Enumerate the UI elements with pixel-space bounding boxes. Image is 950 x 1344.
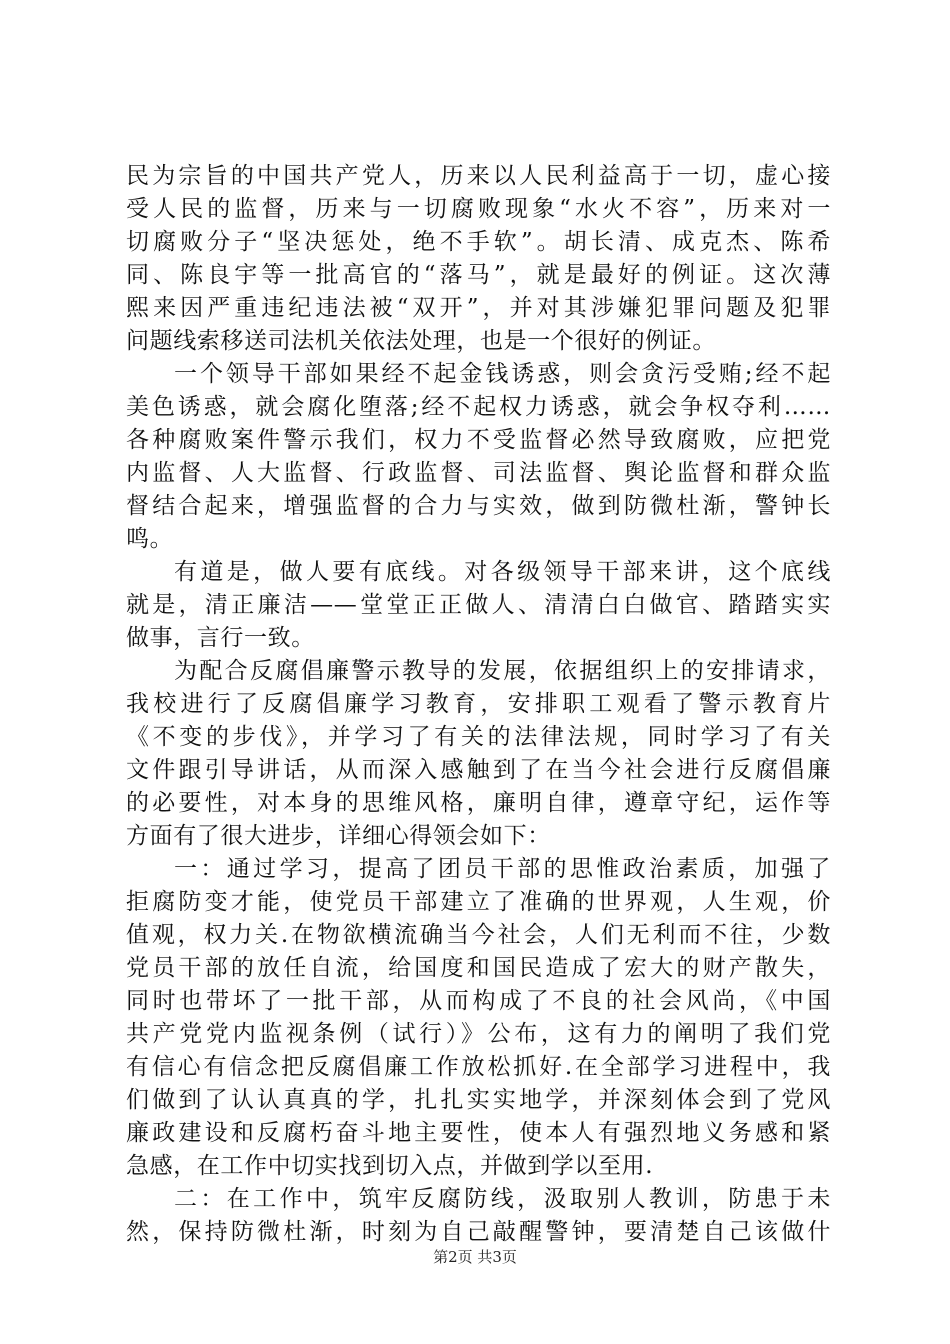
text-line: 们做到了认认真真的学，扎扎实实地学，并深刻体会到了党风 (126, 1087, 831, 1113)
body-text (126, 160, 831, 1249)
text-line: 切腐败分子“坚决惩处，绝不手软”。胡长清、成克杰、陈希 (126, 229, 831, 255)
text-line: 拒腐防变才能，使党员干部建立了准确的世界观，人生观，价 (126, 889, 831, 915)
text-line: 共产党党内监视条例（试行）》公布，这有力的阐明了我们党 (126, 1021, 831, 1047)
text-line: 就是，清正廉洁——堂堂正正做人、清清白白做官、踏踏实实 (126, 592, 831, 618)
text-line: 美色诱惑，就会腐化堕落;经不起权力诱惑，就会争权夺利…… (126, 394, 831, 420)
text-line: 急感，在工作中切实找到切入点，并做到学以至用. (126, 1153, 654, 1179)
text-line: 鸣。 (126, 526, 174, 552)
text-line: 内监督、人大监督、行政监督、司法监督、舆论监督和群众监 (126, 460, 831, 486)
text-line: 为配合反腐倡廉警示教导的发展，依据组织上的安排请求， (174, 658, 831, 684)
text-line: 然，保持防微杜渐，时刻为自己敲醒警钟，要清楚自己该做什 (126, 1219, 831, 1245)
text-line: 我校进行了反腐倡廉学习教育，安排职工观看了警示教育片 (126, 691, 831, 717)
text-line: 有道是，做人要有底线。对各级领导干部来讲，这个底线 (174, 559, 831, 585)
text-line: 同时也带坏了一批干部，从而构成了不良的社会风尚，《中国 (126, 988, 831, 1014)
text-line: 督结合起来，增强监督的合力与实效，做到防微杜渐，警钟长 (126, 493, 831, 519)
text-line: 熙来因严重违纪违法被“双开”，并对其涉嫌犯罪问题及犯罪 (126, 295, 831, 321)
text-line: 问题线索移送司法机关依法处理，也是一个很好的例证。 (126, 328, 716, 354)
text-line: 的必要性，对本身的思维风格，廉明自律，遵章守纪，运作等 (126, 790, 831, 816)
text-line: 一：通过学习，提高了团员干部的思惟政治素质，加强了 (174, 856, 831, 882)
text-line: 文件跟引导讲话，从而深入感触到了在当今社会进行反腐倡廉 (126, 757, 831, 783)
text-line: 值观，权力关.在物欲横流确当今社会，人们无利而不往，少数 (126, 922, 831, 948)
text-line: 方面有了很大进步，详细心得领会如下： (126, 823, 551, 849)
text-line: 同、陈良宇等一批高官的“落马”，就是最好的例证。这次薄 (126, 262, 831, 288)
text-line: 做事，言行一致。 (126, 625, 315, 651)
text-line: 一个领导干部如果经不起金钱诱惑，则会贪污受贿;经不起 (174, 361, 831, 387)
text-line: 受人民的监督，历来与一切腐败现象“水火不容”，历来对一 (126, 196, 831, 222)
text-line: 民为宗旨的中国共产党人，历来以人民利益高于一切，虚心接 (126, 163, 831, 189)
text-line: 各种腐败案件警示我们，权力不受监督必然导致腐败，应把党 (126, 427, 831, 453)
text-line: 二：在工作中，筑牢反腐防线，汲取别人教训，防患于未 (174, 1186, 831, 1212)
text-line: 廉政建设和反腐朽奋斗地主要性，使本人有强烈地义务感和紧 (126, 1120, 831, 1146)
text-line: 有信心有信念把反腐倡廉工作放松抓好.在全部学习进程中，我 (126, 1054, 831, 1080)
text-line: 党员干部的放任自流，给国度和国民造成了宏大的财产散失， (126, 955, 831, 981)
page-footer: 第2页 共3页 (433, 1248, 517, 1266)
text-line: 《不变的步伐》，并学习了有关的法律法规，同时学习了有关 (126, 724, 831, 750)
